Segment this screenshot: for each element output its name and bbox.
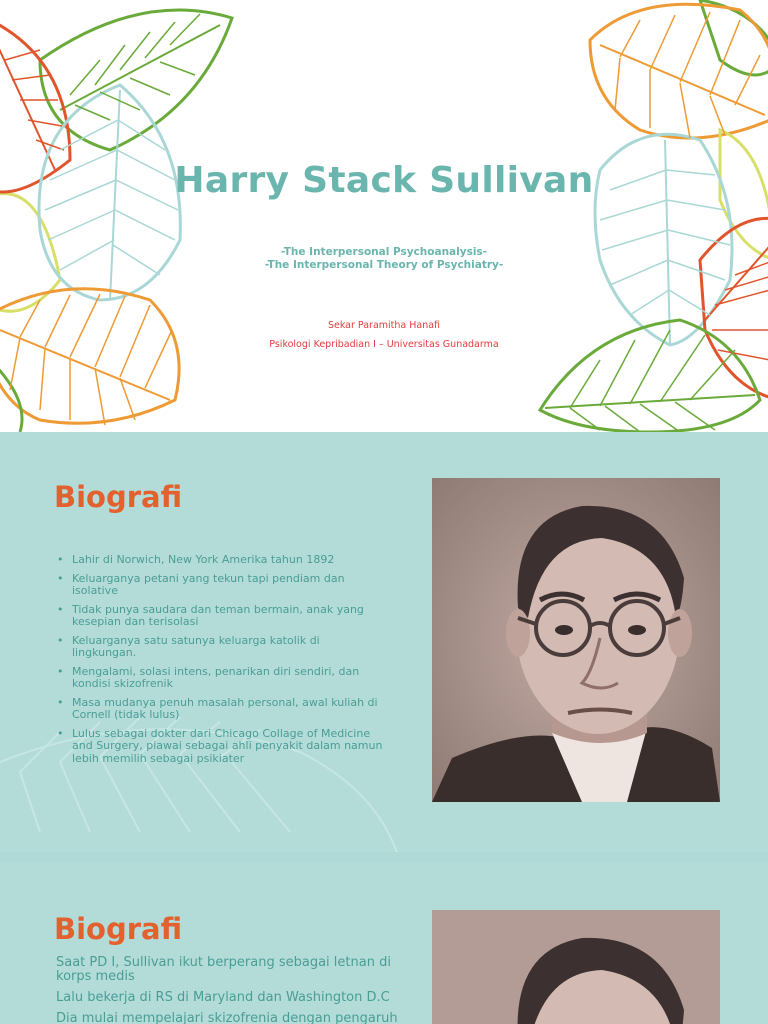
list-item: Dia mulai mempelajari skizofrenia dengan pengaruh (56, 1011, 398, 1024)
biography-slide-2 (0, 862, 768, 1024)
subtitle-line-1: -The Interpersonal Psychoanalysis- (280, 246, 488, 258)
section-heading: Biografi (54, 912, 183, 946)
biography-slide-1 (0, 432, 768, 862)
presentation-title: Harry Stack Sullivan (174, 160, 594, 201)
subtitle-line-2: -The Interpersonal Theory of Psychiatry- (264, 259, 504, 271)
list-item: Saat PD I, Sullivan ikut berperang sebagai letnan di korps medis (56, 955, 391, 984)
section-heading: Biografi (54, 480, 183, 514)
list-item: • Keluarganya satu satunya keluarga katolik di lingkungan. (56, 635, 386, 660)
list-item: • Tidak punya saudara dan teman bermain, anak yang kesepian dan terisolasi (56, 604, 386, 629)
list-item: • Lahir di Norwich, New York Amerika tahun 1892 (56, 554, 386, 567)
list-item: • Lulus sebagai dokter dari Chicago Collage of Medicine and Surgery, piawai sebagai ahli penyakit dalam namun lebih memilih sebagai psikiater (56, 728, 386, 766)
author-name: Sekar Paramitha Hanafi (327, 320, 441, 331)
portrait-photo (432, 910, 720, 1024)
title-slide (0, 0, 768, 432)
list-item: Lalu bekerja di RS di Maryland dan Washington D.C (56, 990, 390, 1005)
list-item: • Masa mudanya penuh masalah personal, awal kuliah di Cornell (tidak lulus) (56, 697, 386, 722)
list-item: • Mengalami, solasi intens, penarikan diri sendiri, dan kondisi skizofrenik (56, 666, 386, 691)
author-affiliation: Psikologi Kepribadian I – Universitas Gunadarma (269, 339, 499, 350)
list-item: • Keluarganya petani yang tekun tapi pendiam dan isolative (56, 573, 386, 598)
leaf-decoration-right (0, 0, 768, 432)
biography-paragraph-list (56, 956, 406, 1024)
biography-bullet-list (56, 554, 386, 771)
portrait-photo (432, 478, 720, 802)
